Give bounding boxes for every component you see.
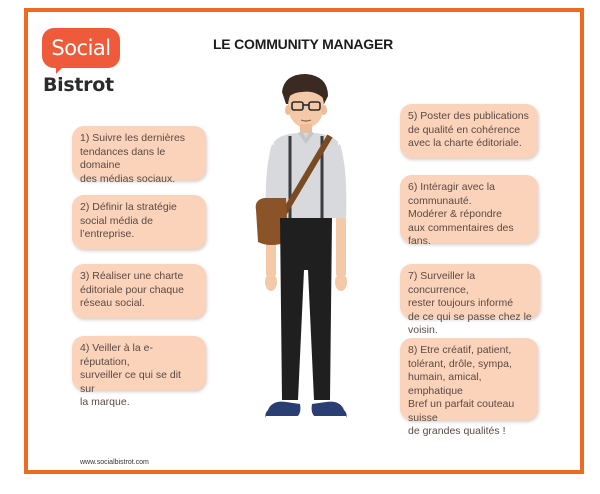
logo-bubble-tail xyxy=(56,66,64,74)
right-shoe xyxy=(312,402,347,418)
logo-bottom-text: Bistrot xyxy=(43,74,114,96)
website-url: www.socialbistrot.com xyxy=(80,459,149,466)
card-3: 3) Réaliser une charte éditoriale pour chaque réseau social. xyxy=(72,264,206,318)
card-2: 2) Définir la stratégie social média de l’entreprise. xyxy=(72,195,206,249)
card-6: 6) Intéragir avec la communauté. Modérer & répondre aux commentaires des fans. xyxy=(400,175,538,243)
community-manager-illustration xyxy=(250,70,360,450)
card-4: 4) Veiller à la e-réputation, surveiller ce qui se dit sur la marque. xyxy=(72,336,206,390)
trousers xyxy=(280,218,332,400)
logo-bubble xyxy=(42,28,120,68)
logo-top-text: Social xyxy=(51,36,111,60)
card-8: 8) Etre créatif, patient, tolérant, drôle, sympa, humain, amical, emphatique Bref un parfait couteau suisse de grandes qualités ! xyxy=(400,338,538,420)
card-1: 1) Suivre les dernières tendances dans le domaine des médias sociaux. xyxy=(72,126,206,180)
page-title: LE COMMUNITY MANAGER xyxy=(212,36,394,52)
left-shoe xyxy=(265,402,300,418)
card-5: 5) Poster des publications de qualité en cohérence avec la charte éditoriale. xyxy=(400,104,538,158)
card-7: 7) Surveiller la concurrence, rester toujours informé de ce qui se passe chez le voisin. xyxy=(400,264,540,318)
